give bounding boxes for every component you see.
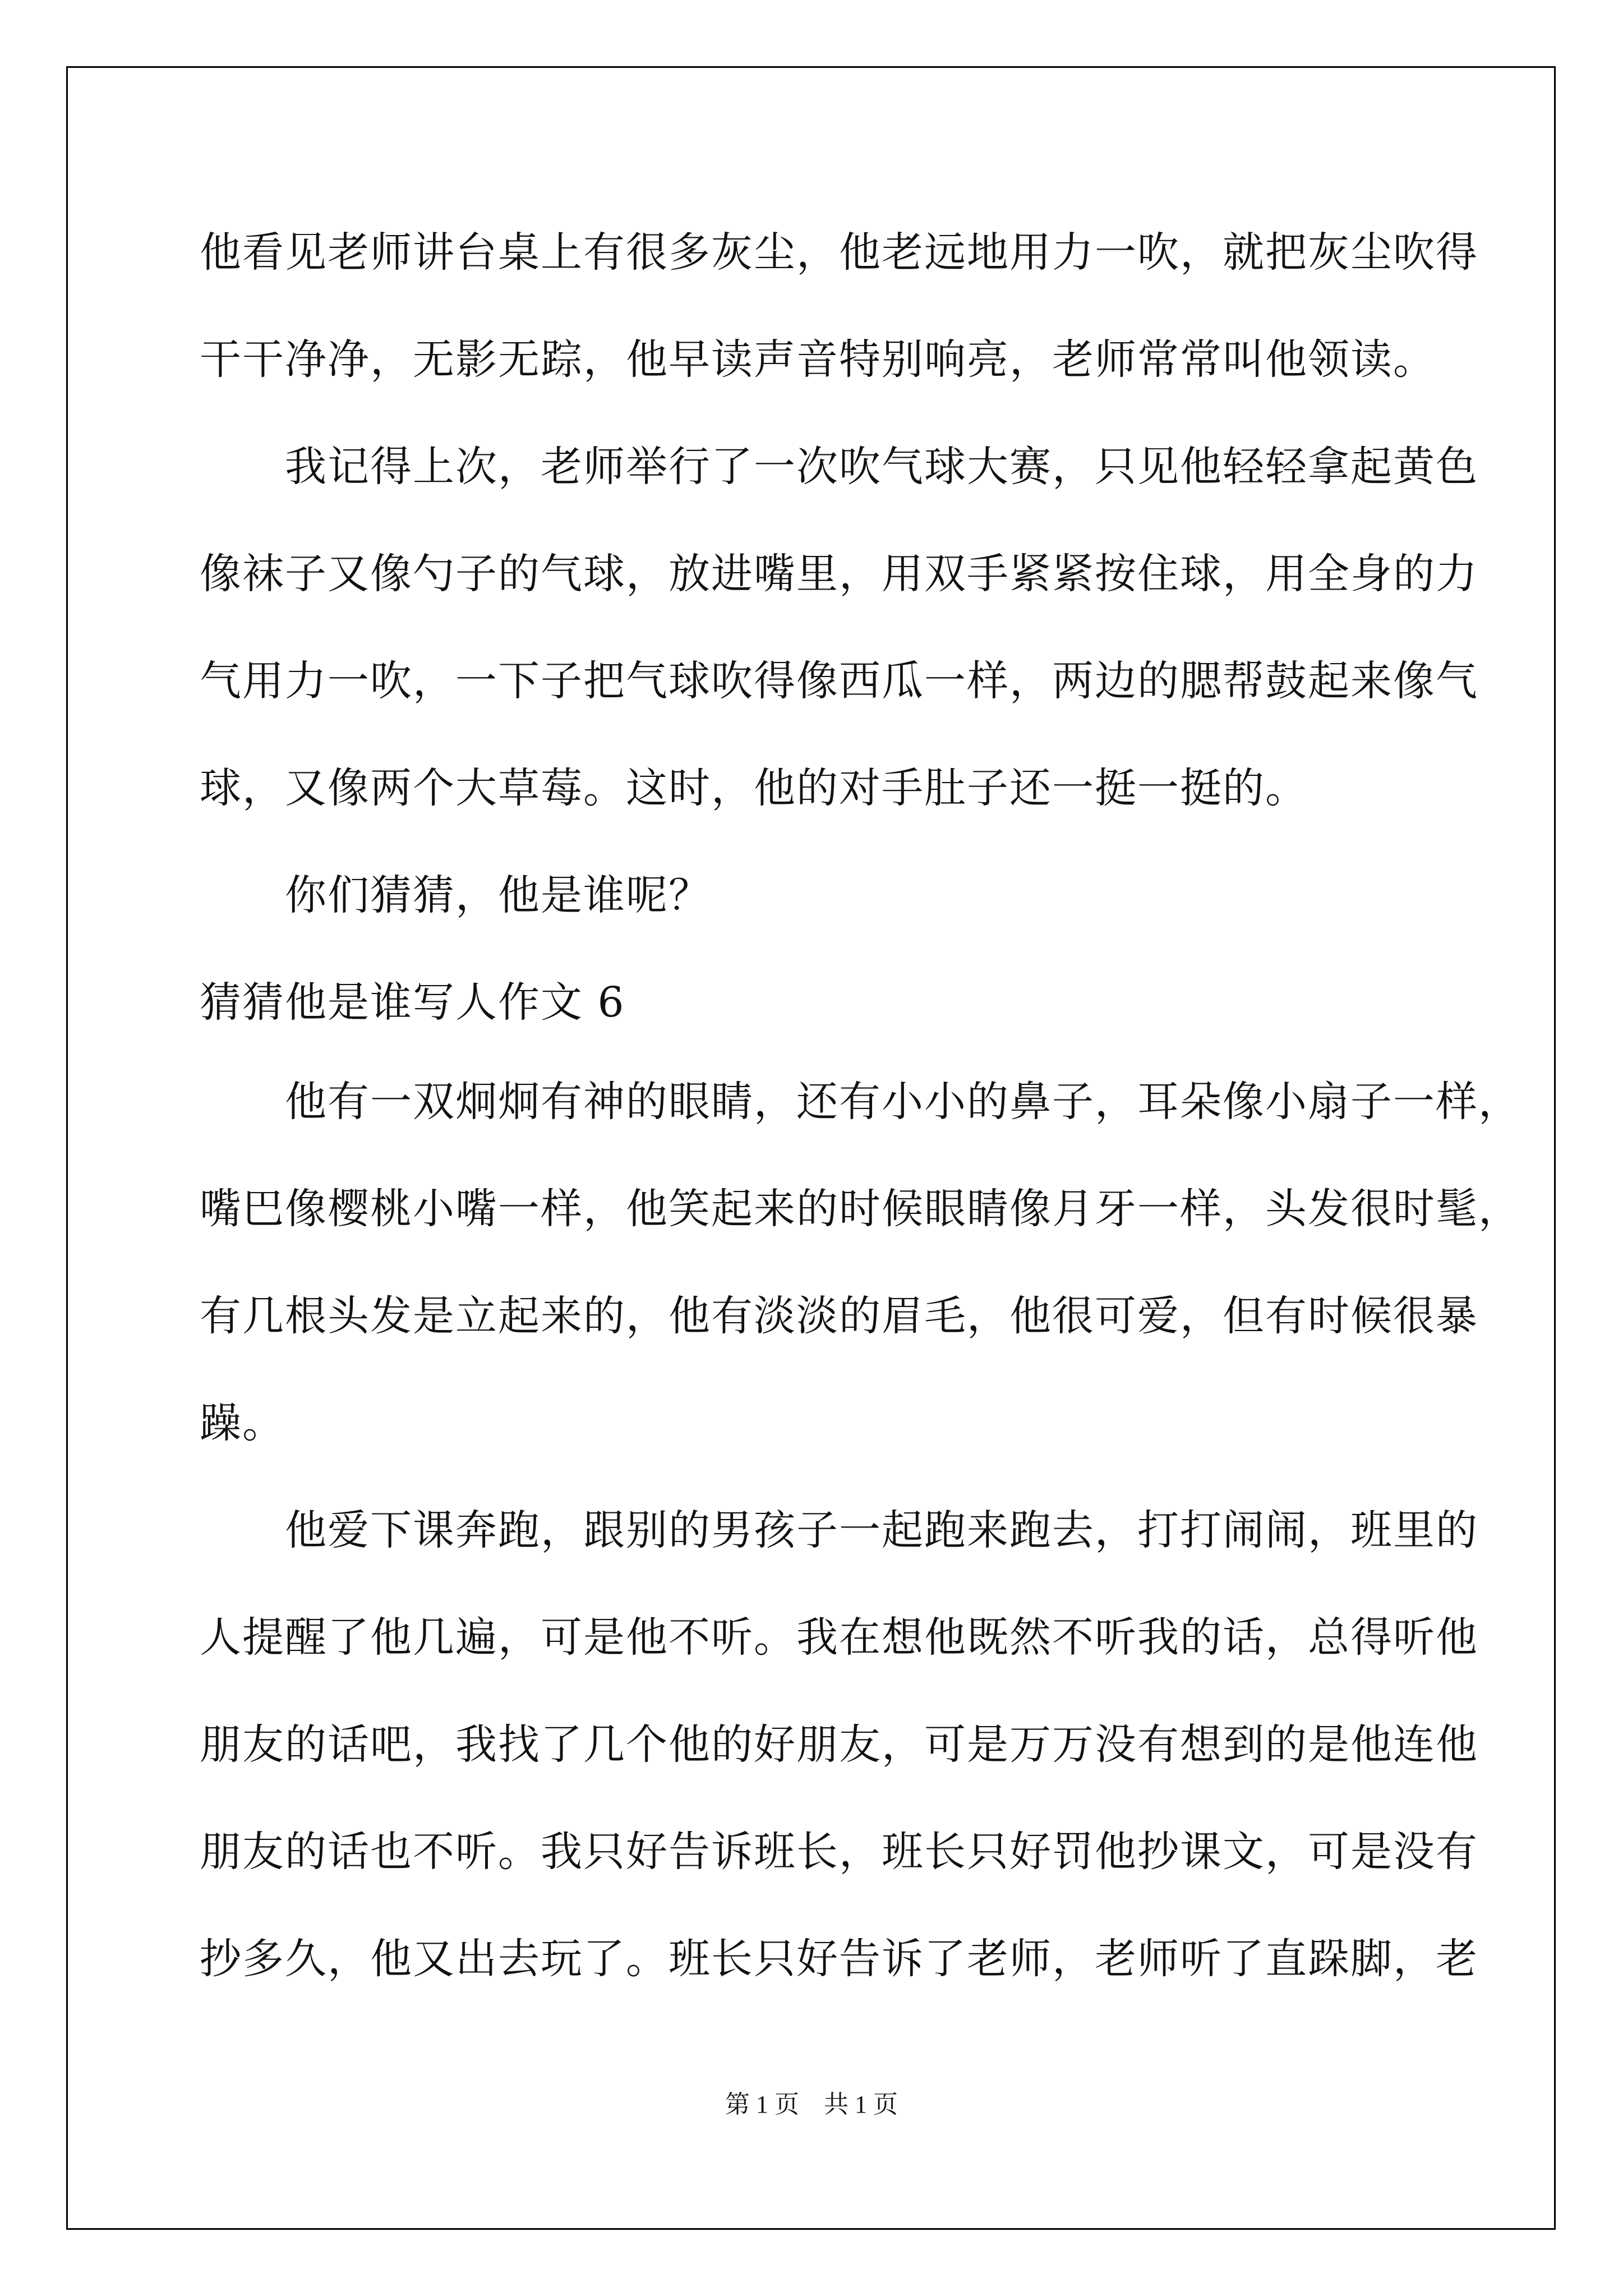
text-line: 躁。 <box>200 1399 285 1447</box>
text-line: 朋友的话吧，我找了几个他的好朋友，可是万万没有想到的是他连他 <box>200 1720 1478 1769</box>
text-line: 嘴巴像樱桃小嘴一样，他笑起来的时候眼睛像月牙一样，头发很时髦， <box>200 1185 1521 1233</box>
text-line: 他有一双炯炯有神的眼睛，还有小小的鼻子，耳朵像小扇子一样， <box>200 1078 1521 1126</box>
page-border <box>66 66 1556 2230</box>
text-line: 我记得上次，老师举行了一次吹气球大赛，只见他轻轻拿起黄色 <box>200 443 1478 491</box>
text-line: 你们猜猜，他是谁呢？ <box>200 871 711 919</box>
text-line: 他爱下课奔跑，跟别的男孩子一起跑来跑去，打打闹闹，班里的 <box>200 1506 1478 1554</box>
text-line: 有几根头发是立起来的，他有淡淡的眉毛，他很可爱，但有时候很暴 <box>200 1292 1478 1340</box>
text-line: 气用力一吹，一下子把气球吹得像西瓜一样，两边的腮帮鼓起来像气 <box>200 657 1478 705</box>
text-line: 人提醒了他几遍，可是他不听。我在想他既然不听我的话，总得听他 <box>200 1613 1478 1662</box>
text-line: 朋友的话也不听。我只好告诉班长，班长只好罚他抄课文，可是没有 <box>200 1828 1478 1876</box>
text-line: 他看见老师讲台桌上有很多灰尘，他老远地用力一吹，就把灰尘吹得 <box>200 228 1478 277</box>
text-line: 干干净净，无影无踪，他早读声音特别响亮，老师常常叫他领读。 <box>200 335 1436 384</box>
page-number-footer: 第 1 页 共 1 页 <box>725 2091 898 2118</box>
section-heading: 猜猜他是谁写人作文 6 <box>200 978 625 1027</box>
text-line: 球，又像两个大草莓。这时，他的对手肚子还一挺一挺的。 <box>200 764 1308 812</box>
text-line: 像袜子又像勺子的气球，放进嘴里，用双手紧紧按住球，用全身的力 <box>200 550 1478 598</box>
text-line: 抄多久，他又出去玩了。班长只好告诉了老师，老师听了直跺脚，老 <box>200 1935 1478 1983</box>
